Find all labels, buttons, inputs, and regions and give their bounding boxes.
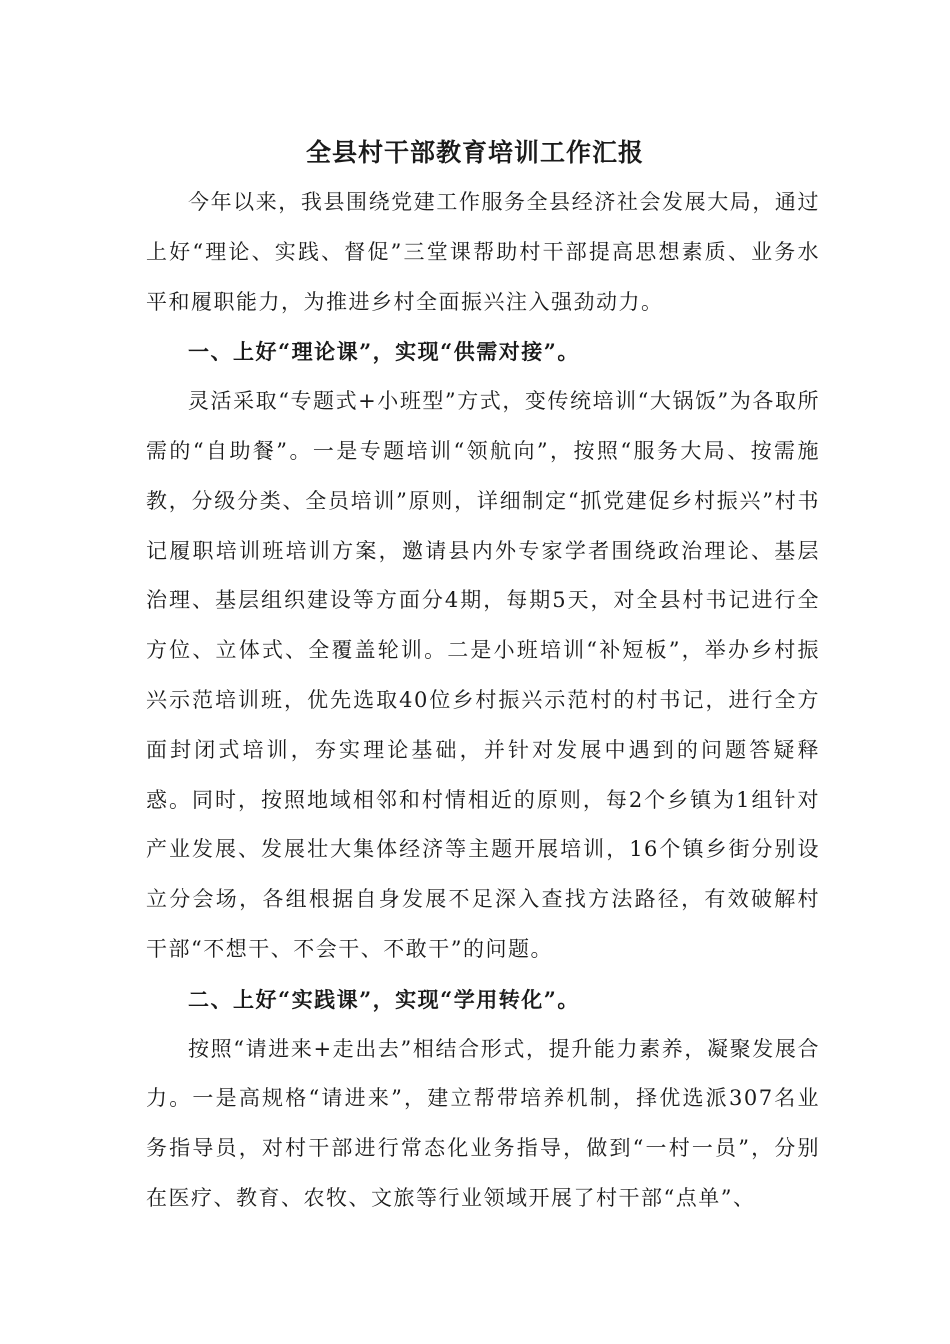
section-heading-2: 二、上好“实践课”，实现“学用转化”。 [188,986,580,1012]
section-heading-1: 一、上好“理论课”，实现“供需对接”。 [188,339,580,365]
document-title: 全县村干部教育培训工作汇报 [305,138,644,167]
section-2-paragraph: 按照“请进来+走出去”相结合形式，提升能力素养，凝聚发展合力。一是高规格“请进来”，建立帮带培养机制，择优选派307名业务指导员，对村干部进行常态化业务指导，做到“一村一员”，分别在医疗、教育、农牧、文旅等行业领域开展了村干部“点单”、 [146,1036,820,1210]
document-body [146,178,820,1224]
section-1-paragraph: 灵活采取“专题式+小班型”方式，变传统培训“大锅饭”为各取所需的“自助餐”。一是专题培训“领航向”，按照“服务大局、按需施教，分级分类、全员培训”原则，详细制定“抓党建促乡村振兴”村书记履职培训班培训方案，邀请县内外专家学者围绕政治理论、基层治理、基层组织建设等方面分4期，每期5天，对全县村书记进行全方位、立体式、全覆盖轮训。二是小班培训“补短板”，举办乡村振兴示范培训班，优先选取40位乡村振兴示范村的村书记，进行全方面封闭式培训，夯实理论基础，并针对发展中遇到的问题答疑释惑。同时，按照地域相邻和村情相近的原则，每2个乡镇为1组针对产业发展、发展壮大集体经济等主题开展培训，16个镇乡街分别设立分会场，各组根据自身发展不足深入查找方法路径，有效破解村干部“不想干、不会干、不敢干”的问题。 [146,389,820,961]
intro-paragraph: 今年以来，我县围绕党建工作服务全县经济社会发展大局，通过上好“理论、实践、督促”三堂课帮助村干部提高思想素质、业务水平和履职能力，为推进乡村全面振兴注入强劲动力。 [146,190,820,314]
